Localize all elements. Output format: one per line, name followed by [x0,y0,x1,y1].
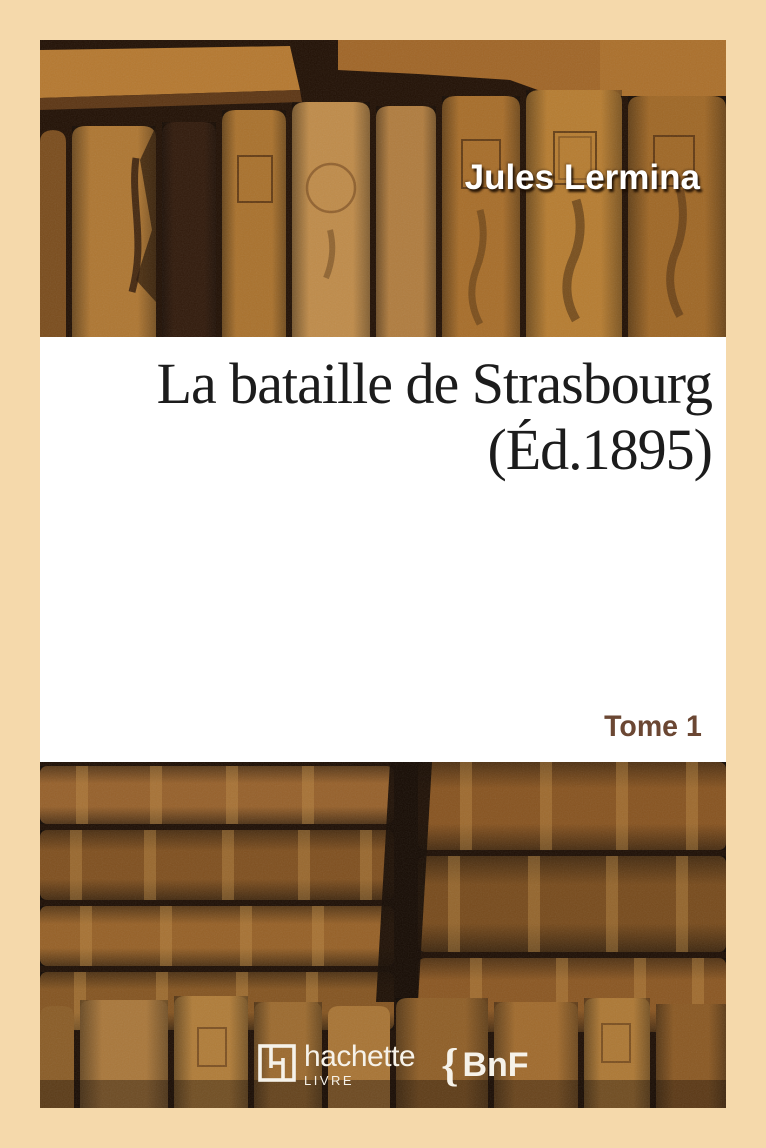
title-edition: (Éd.1895) [487,416,712,482]
book-title [40,337,726,482]
hachette-h-icon [258,1044,296,1082]
bnf-logo [441,1039,529,1092]
hachette-livre-logo [258,1042,415,1087]
hachette-name: hachette [304,1040,416,1073]
volume-label: Tome 1 [604,710,702,743]
publisher-logos [258,1039,529,1092]
hachette-livre-label: LIVRE [304,1073,355,1088]
title-line1: La bataille de Strasbourg [156,351,712,416]
hachette-wordmark [304,1042,415,1087]
bnf-name: BnF [462,1046,529,1085]
top-books-photo [40,40,726,337]
author-name: Jules Lermina [464,158,700,197]
bnf-brace-icon: { [441,1039,459,1092]
title-panel [40,337,726,762]
book-cover [40,40,726,1108]
bottom-books-photo [40,762,726,1108]
